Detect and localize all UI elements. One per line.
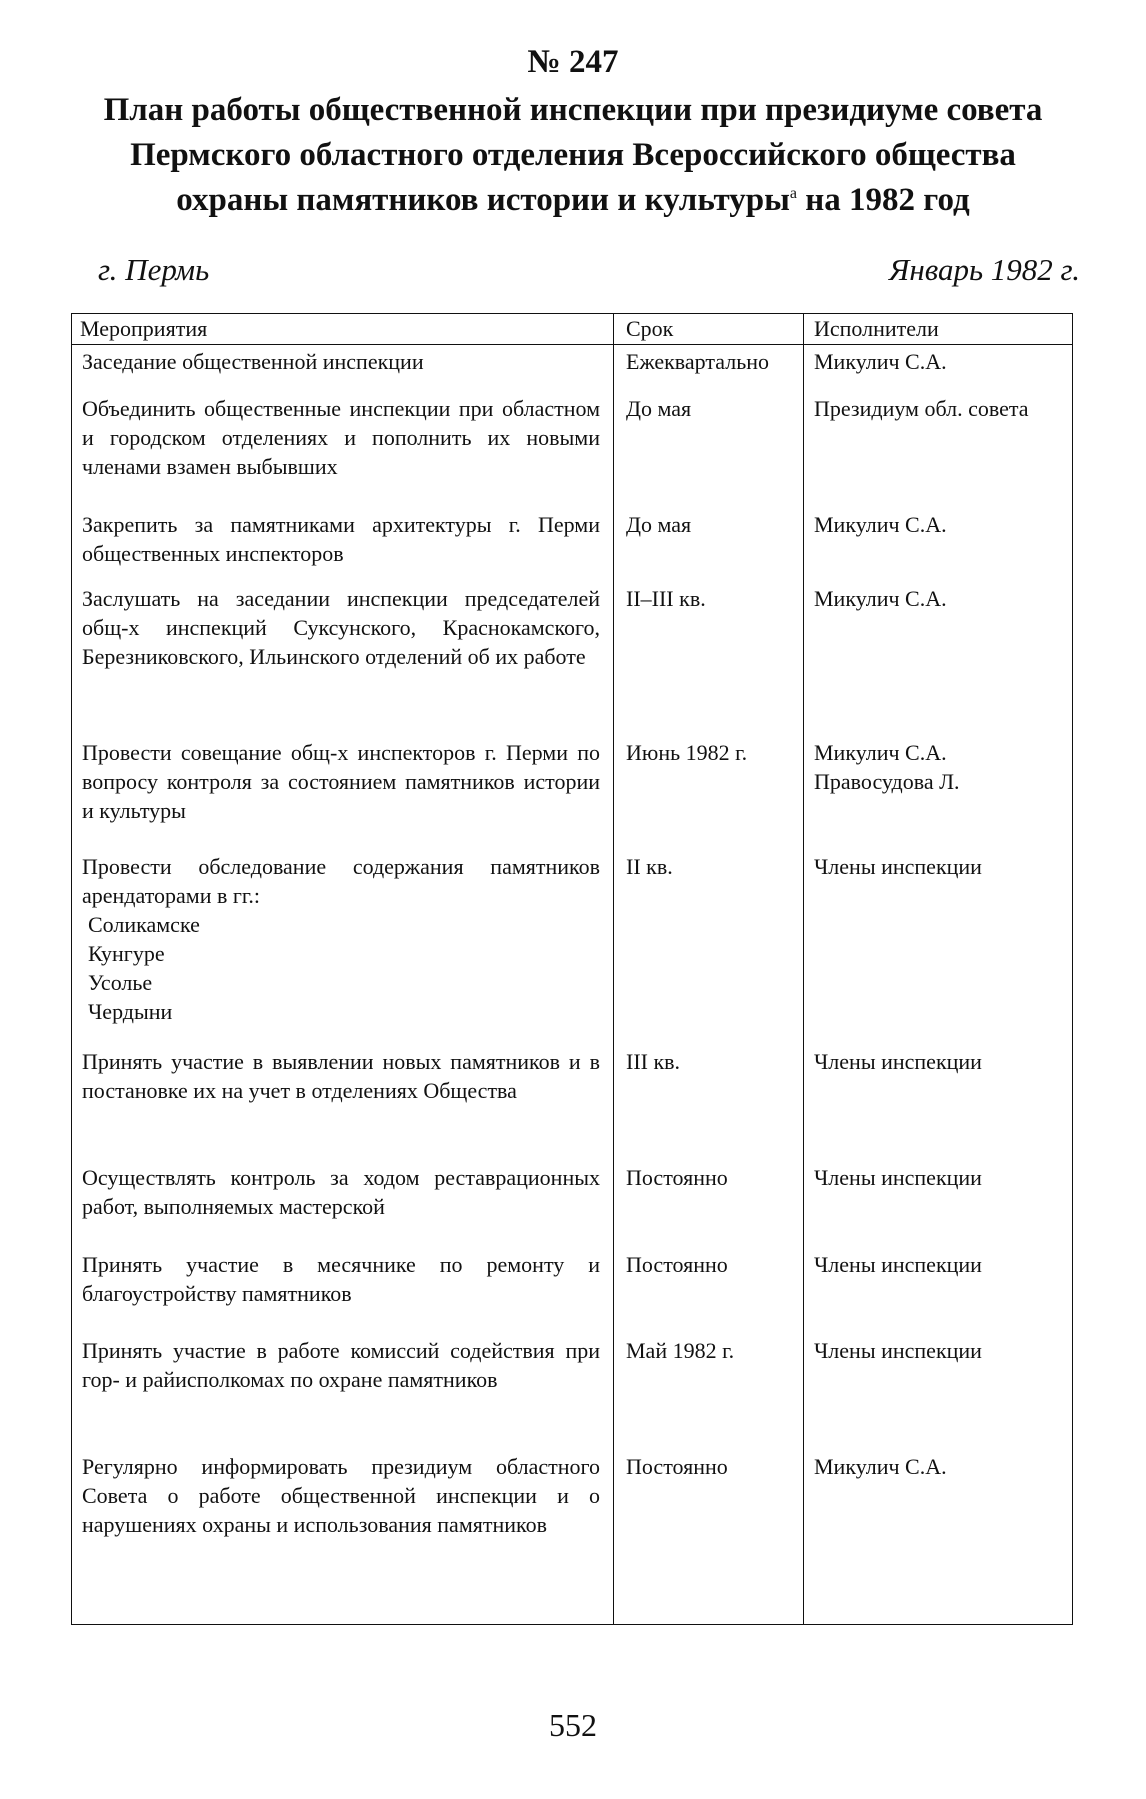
term-cell: Постоянно bbox=[626, 1454, 728, 1479]
activity-text: Заседание общественной инспекции bbox=[82, 349, 424, 374]
footnote-marker: а bbox=[789, 185, 798, 202]
column-divider bbox=[613, 314, 614, 1624]
activity-cell bbox=[82, 510, 600, 568]
executor-cell: Микулич С.А. bbox=[814, 512, 947, 537]
title-line-2: Пермского областного отделения Всероссийского общества bbox=[130, 137, 1016, 173]
activity-cell bbox=[82, 1047, 600, 1105]
document-place: г. Пермь bbox=[98, 252, 210, 287]
column-divider bbox=[803, 314, 804, 1624]
activity-cell bbox=[82, 394, 600, 481]
activity-cell bbox=[82, 347, 600, 376]
plan-table bbox=[71, 313, 1073, 1625]
term-cell: Май 1982 г. bbox=[626, 1338, 735, 1363]
activity-cell bbox=[82, 738, 600, 825]
activity-sub-item: Усолье bbox=[88, 970, 153, 995]
activity-cell bbox=[82, 1336, 600, 1394]
activity-text: Объединить общественные инспекции при областном и городском отделениях и пополнить их новыми членами взамен выбывших bbox=[82, 396, 600, 479]
activity-text: Заслушать на заседании инспекции председателей общ-х инспекций Суксунского, Краснокамского, Березниковского, Ильинского отделений об их работе bbox=[82, 586, 600, 669]
activity-cell bbox=[82, 1250, 600, 1308]
executor-cell: Президиум обл. совета bbox=[814, 396, 1029, 421]
term-cell: Постоянно bbox=[626, 1252, 728, 1277]
executor-cell: Микулич С.А. bbox=[814, 1454, 947, 1479]
header-divider bbox=[72, 344, 1072, 345]
title-line-3-text: охраны памятников истории и культуры bbox=[176, 182, 790, 218]
activity-sub-item: Соликамске bbox=[88, 912, 200, 937]
header-executor: Исполнители bbox=[814, 316, 939, 341]
term-cell: До мая bbox=[626, 512, 692, 537]
page-number: 552 bbox=[549, 1707, 597, 1743]
executor-cell: Члены инспекции bbox=[814, 854, 982, 879]
title-tail: на 1982 год bbox=[797, 182, 970, 218]
activity-sub-item: Чердыни bbox=[88, 999, 173, 1024]
header-term: Срок bbox=[626, 316, 674, 341]
activity-text: Принять участие в месячнике по ремонту и благоустройству памятников bbox=[82, 1252, 600, 1306]
executor-cell: Микулич С.А. bbox=[814, 586, 947, 611]
document-number: № 247 bbox=[527, 44, 619, 80]
activity-cell bbox=[82, 1452, 600, 1539]
executor-cell: Члены инспекции bbox=[814, 1165, 982, 1190]
activity-sub-item: Кунгуре bbox=[88, 941, 165, 966]
activity-text: Принять участие в выявлении новых памятников и в постановке их на учет в отделениях Общества bbox=[82, 1049, 600, 1103]
executor-cell: Члены инспекции bbox=[814, 1049, 982, 1074]
term-cell: II кв. bbox=[626, 854, 673, 879]
document-title bbox=[60, 88, 1086, 223]
activity-cell bbox=[82, 584, 600, 671]
activity-text: Принять участие в работе комиссий содействия при гор- и райисполкомах по охране памятников bbox=[82, 1338, 600, 1392]
title-line-1: План работы общественной инспекции при президиуме совета bbox=[103, 92, 1043, 128]
term-cell: III кв. bbox=[626, 1049, 681, 1074]
activity-text: Регулярно информировать президиум областного Совета о работе общественной инспекции и о нарушениях охраны и использования памятников bbox=[82, 1454, 600, 1537]
activity-cell bbox=[82, 1163, 600, 1221]
activity-text: Провести совещание общ-х инспекторов г. Перми по вопросу контроля за состоянием памятников истории и культуры bbox=[82, 740, 600, 823]
header-activity: Мероприятия bbox=[80, 316, 208, 341]
term-cell: Ежеквартально bbox=[626, 349, 769, 374]
activity-cell bbox=[82, 852, 600, 1026]
term-cell: До мая bbox=[626, 396, 692, 421]
term-cell: II–III кв. bbox=[626, 586, 706, 611]
title-line-3 bbox=[60, 178, 1086, 223]
term-cell: Постоянно bbox=[626, 1165, 728, 1190]
executor-cell: Члены инспекции bbox=[814, 1252, 982, 1277]
activity-text: Провести обследование содержания памятников арендаторами в гг.: bbox=[82, 854, 600, 908]
activity-text: Закрепить за памятниками архитектуры г. Перми общественных инспекторов bbox=[82, 512, 600, 566]
activity-text: Осуществлять контроль за ходом реставрационных работ, выполняемых мастерской bbox=[82, 1165, 600, 1219]
executor-cell: Микулич С.А. bbox=[814, 349, 947, 374]
document-date: Январь 1982 г. bbox=[888, 252, 1080, 287]
executor-cell: Микулич С.А. Правосудова Л. bbox=[814, 740, 960, 794]
executor-cell: Члены инспекции bbox=[814, 1338, 982, 1363]
term-cell: Июнь 1982 г. bbox=[626, 740, 748, 765]
